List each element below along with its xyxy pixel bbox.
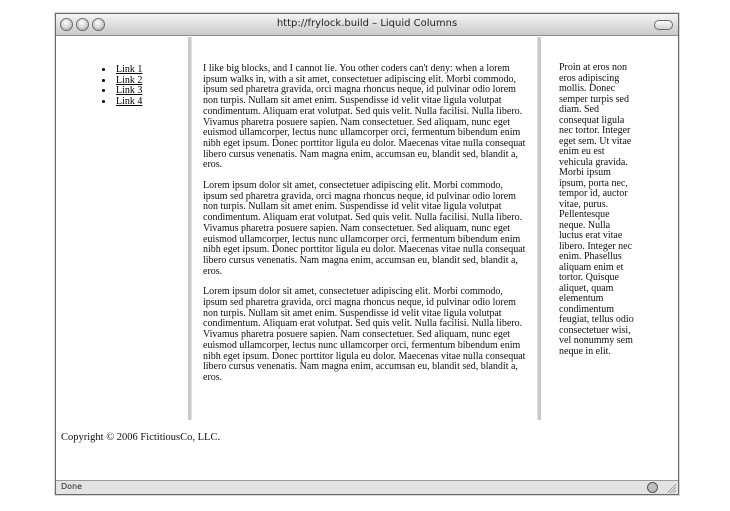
nav-link-4[interactable]: Link 4	[116, 96, 143, 108]
nav-item	[102, 97, 142, 108]
nav-link-1[interactable]: Link 1	[116, 64, 143, 75]
status-bar	[56, 480, 678, 494]
main-paragraph-2: Lorem ipsum dolor sit amet, consectetuer adipiscing elit. Morbi commodo, ipsum sed pharetra gravida, orci magna rhoncus neque, id pulvinar odio lorem non turpis. Nullam sit amet enim. Suspendisse id velit vitae ligula volutpat condimentum. Aliquam erat volutpat. Sed quis velit. Nulla facilisi. Nulla libero. Vivamus pharetra posuere sapien. Nam consectetuer. Sed aliquam, nunc eget euismod ullamcorper, lectus nunc ullamcorper orci, fermentum bibendum enim nibh eget ipsum. Donec porttitor ligula eu dolor. Maecenas vitae nulla consequat libero cursus venenatis. Nam magna enim, accumsan eu, blandit sed, blandit a, eros.	[203, 180, 526, 277]
main-column	[188, 37, 541, 420]
nav-list	[102, 65, 142, 108]
status-text: Done	[61, 482, 83, 491]
main-paragraph-1: I like big blocks, and I cannot lie. You other coders can't deny: when a lorem ipsum walks in, with a sit amet, consectetuer adipiscing elit. Morbi commodo, ipsum sed pharetra gravida, orci magna rhoncus neque, id pulvinar odio lorem non turpis. Nullam sit amet enim. Suspendisse id velit vitae ligula volutpat condimentum. Aliquam erat volutpat. Sed quis velit. Nulla facilisi. Nulla libero. Vivamus pharetra posuere sapien. Nam consectetuer. Sed aliquam, nunc eget euismod ullamcorper, lectus nunc ullamcorper orci, fermentum bibendum enim nibh eget ipsum. Donec porttitor ligula eu dolor. Maecenas vitae nulla consequat libero cursus venenatis. Nam magna enim, accumsan eu, blandit sed, blandit a, eros.	[203, 63, 526, 171]
toolbar-toggle-button[interactable]	[654, 20, 673, 30]
browser-window	[55, 13, 679, 495]
page-content	[56, 37, 678, 481]
resize-grip-icon[interactable]	[666, 483, 676, 493]
sidebar-column: Proin at eros non eros adipiscing mollis. Donec semper turpis sed diam. Sed consequat ligula nec tortor. Integer eget sem. Ut vitae enim eu est vehicula gravida. Morbi ipsum ipsum, porta nec, tempor id, auctor vitae, purus. Pellentesque neque. Nulla luctus erat vitae libero. Integer nec enim. Phasellus aliquam enim et tortor. Quisque aliquet, quam elementum condimentum feugiat, tellus odio consectetuer wisi, vel nonummy sem neque in elit.	[559, 62, 634, 357]
nav-link-3[interactable]: Link 3	[116, 85, 143, 97]
footer-copyright: Copyright © 2006 FictitiousCo, LLC.	[61, 432, 221, 443]
nav-column	[102, 65, 142, 108]
title-bar[interactable]	[56, 14, 678, 36]
nav-link-2[interactable]: Link 2	[116, 74, 143, 86]
window-title: http://frylock.build – Liquid Columns	[276, 18, 458, 29]
security-status-icon[interactable]	[647, 482, 658, 493]
main-paragraph-3: Lorem ipsum dolor sit amet, consectetuer adipiscing elit. Morbi commodo, ipsum sed pharetra gravida, orci magna rhoncus neque, id pulvinar odio lorem non turpis. Nullam sit amet enim. Suspendisse id velit vitae ligula volutpat condimentum. Aliquam erat volutpat. Sed quis velit. Nulla facilisi. Nulla libero. Vivamus pharetra posuere sapien. Nam consectetuer. Sed aliquam, nunc eget euismod ullamcorper, lectus nunc ullamcorper orci, fermentum bibendum enim nibh eget ipsum. Donec porttitor ligula eu dolor. Maecenas vitae nulla consequat libero cursus venenatis. Nam magna enim, accumsan eu, blandit sed, blandit a, eros.	[203, 286, 526, 383]
